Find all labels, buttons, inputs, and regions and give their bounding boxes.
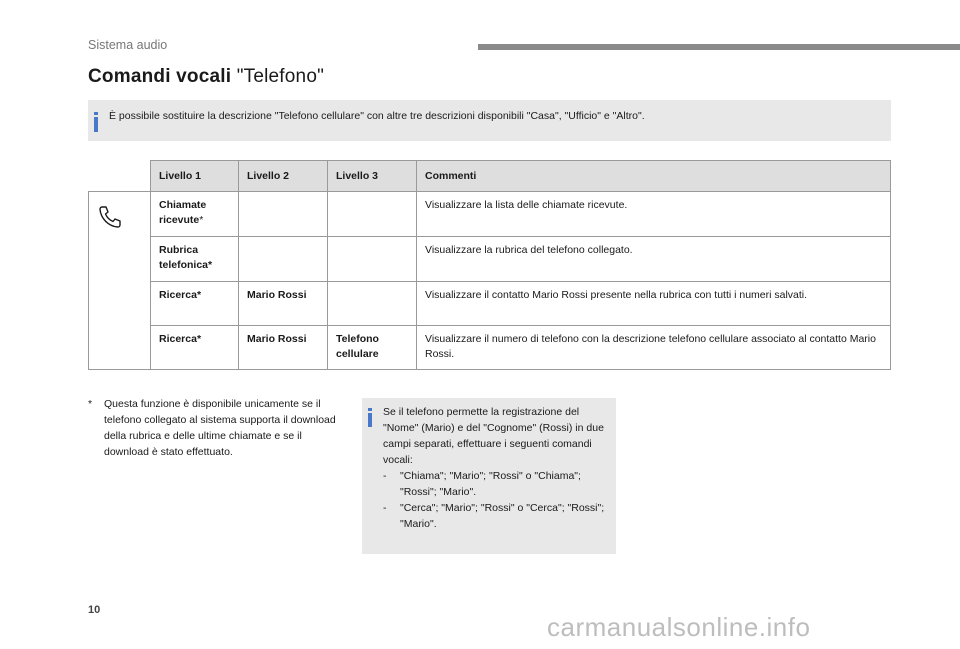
table-cell-level3: [328, 237, 417, 282]
info-note-bottom: [362, 398, 616, 554]
page-number: 10: [88, 604, 101, 616]
table-icon-cell: [89, 192, 151, 370]
info-icon: [94, 117, 98, 132]
info-note-intro: Se il telefono permette la registrazione del "Nome" (Mario) e del "Cognome" (Rossi) in due campi separati, effettuare i seguenti comandi vocali:: [383, 406, 604, 466]
table-header: Livello 2: [239, 161, 328, 192]
table-header-blank: [89, 161, 151, 192]
table-cell-level3: [328, 282, 417, 326]
table-row: [89, 326, 891, 370]
info-note-top: [88, 100, 891, 141]
section-label: Sistema audio: [88, 38, 168, 52]
title-main: Comandi vocali: [88, 66, 237, 87]
page-title: [88, 66, 324, 88]
table-cell-level3: Telefono cellulare: [328, 326, 417, 370]
title-quoted: "Telefono": [236, 66, 325, 87]
list-item: - "Cerca"; "Mario"; "Rossi" o "Cerca"; "Rossi"; "Mario".: [383, 502, 605, 530]
table-cell-level1: Rubrica telefonica*: [151, 237, 239, 282]
table-header-row: [89, 161, 891, 192]
table-cell-comment: Visualizzare la lista delle chiamate ricevute.: [417, 192, 891, 237]
voice-command-table: [88, 160, 891, 370]
table-cell-comment: Visualizzare il contatto Mario Rossi presente nella rubrica con tutti i numeri salvati.: [417, 282, 891, 326]
phone-handset-icon: [97, 204, 123, 230]
list-item: - "Chiama"; "Mario"; "Rossi" o "Chiama"; "Rossi"; "Mario".: [383, 470, 581, 498]
table-header: Livello 1: [151, 161, 239, 192]
table-cell-level2: Mario Rossi: [239, 326, 328, 370]
info-note-top-text: È possibile sostituire la descrizione "Telefono cellulare" con altre tre descrizioni disponibili "Casa", "Ufficio" e "Altro".: [109, 110, 645, 122]
table-cell-level3: [328, 192, 417, 237]
table-cell-level1: Chiamate ricevute*: [151, 192, 239, 237]
table-cell-level2: Mario Rossi: [239, 282, 328, 326]
footnote-mark: *: [88, 398, 93, 410]
table-cell-comment: Visualizzare il numero di telefono con la descrizione telefono cellulare associato al contatto Mario Rossi.: [417, 326, 891, 370]
table-header: Commenti: [417, 161, 891, 192]
table-row: [89, 237, 891, 282]
footnote-text: Questa funzione è disponibile unicamente se il telefono collegato al sistema supporta il download della rubrica e delle ultime chiamate e se il download è stato effettuato.: [104, 398, 336, 458]
table-row: [89, 282, 891, 326]
header-bar: [478, 44, 960, 50]
table-cell-level1: Ricerca*: [151, 326, 239, 370]
table-cell-level2: [239, 237, 328, 282]
table-header: Livello 3: [328, 161, 417, 192]
watermark-text: carmanualsonline.info: [547, 612, 811, 642]
info-icon: [368, 413, 372, 427]
table-row: [89, 192, 891, 237]
table-cell-level1: Ricerca*: [151, 282, 239, 326]
table-cell-comment: Visualizzare la rubrica del telefono collegato.: [417, 237, 891, 282]
table-cell-level2: [239, 192, 328, 237]
info-note-bottom-text: [383, 404, 611, 532]
footnote: [88, 396, 348, 460]
